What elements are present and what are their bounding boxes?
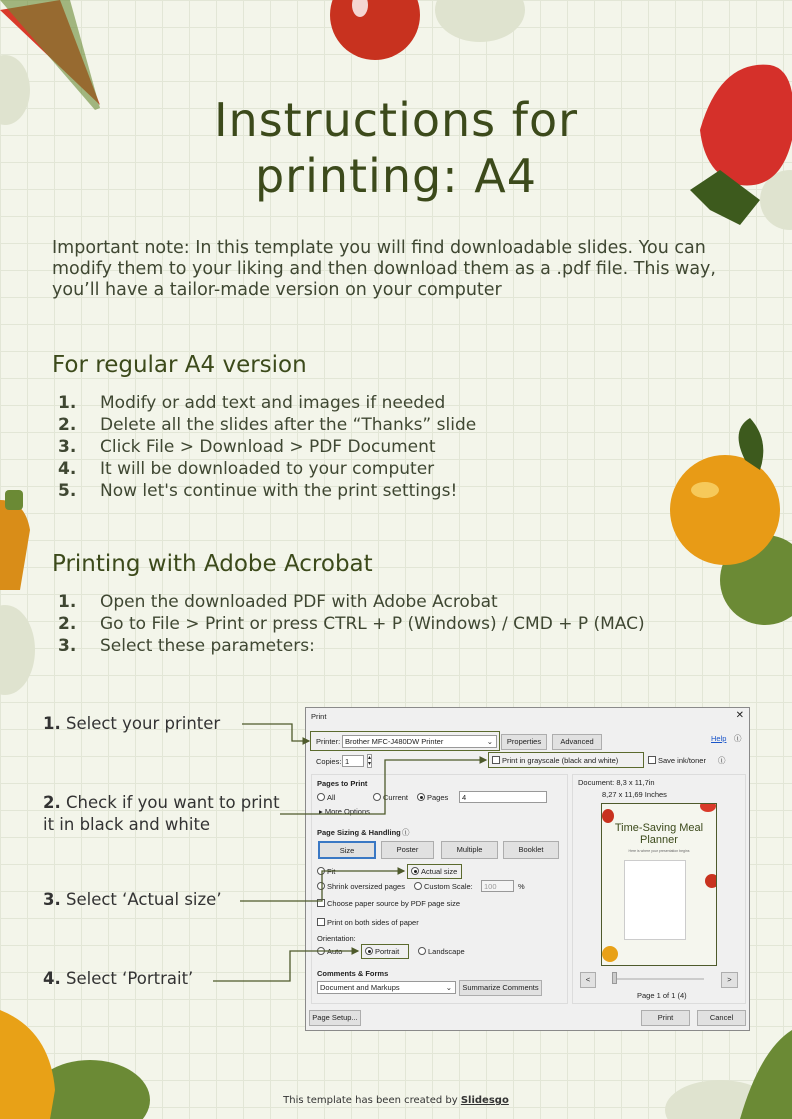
preview-subtitle: Here is where your presentation begins bbox=[628, 849, 690, 853]
scale-input[interactable]: 100 bbox=[481, 880, 514, 892]
callout-select-printer bbox=[43, 713, 220, 735]
both-sides-checkbox[interactable] bbox=[317, 918, 419, 927]
booklet-button[interactable]: Booklet bbox=[503, 841, 559, 859]
list-item bbox=[58, 392, 476, 414]
orientation-label: Orientation: bbox=[317, 934, 356, 943]
info-icon: ⓘ bbox=[718, 756, 726, 765]
radio-label: Pages bbox=[427, 793, 449, 802]
list-item bbox=[58, 458, 476, 480]
summarize-comments-button[interactable]: Summarize Comments bbox=[459, 980, 542, 996]
list-item bbox=[58, 480, 476, 502]
radio-label: All bbox=[327, 793, 336, 802]
close-icon[interactable]: ✕ bbox=[735, 710, 744, 721]
radio-label: Fit bbox=[327, 867, 336, 876]
page-setup-button[interactable]: Page Setup... bbox=[309, 1010, 361, 1026]
highlight-grayscale bbox=[488, 752, 644, 768]
cancel-button[interactable]: Cancel bbox=[697, 1010, 746, 1026]
chevron-down-icon: ⌄ bbox=[486, 737, 493, 746]
previous-page-button[interactable]: < bbox=[580, 972, 596, 988]
step-text: Select these parameters: bbox=[100, 636, 315, 656]
step-number: 4. bbox=[58, 459, 77, 479]
step-number: 3. bbox=[58, 437, 77, 457]
callout-portrait bbox=[43, 968, 193, 990]
help-icon: ⓘ bbox=[734, 734, 742, 743]
step-text: Open the downloaded PDF with Adobe Acrobat bbox=[100, 592, 498, 612]
list-item bbox=[58, 613, 645, 635]
more-options-toggle[interactable]: ▸ More Options bbox=[319, 807, 370, 816]
step-text: Go to File > Print or press CTRL + P (Windows) / CMD + P (MAC) bbox=[100, 614, 645, 634]
list-item bbox=[58, 635, 645, 657]
callout-grayscale bbox=[43, 792, 288, 836]
radio-auto[interactable] bbox=[317, 947, 342, 956]
step-number: 2. bbox=[58, 415, 77, 435]
callout-number: 1. bbox=[43, 714, 61, 733]
radio-label: Landscape bbox=[428, 947, 465, 956]
highlight-portrait bbox=[361, 944, 409, 959]
slidesgo-link[interactable]: Slidesgo bbox=[460, 1095, 509, 1106]
radio-label: Actual size bbox=[421, 867, 458, 876]
highlight-printer bbox=[310, 731, 500, 751]
step-number: 1. bbox=[58, 592, 77, 612]
radio-pages[interactable] bbox=[417, 793, 448, 802]
slider-handle[interactable] bbox=[612, 972, 617, 984]
copies-stepper[interactable]: ▴ ▾ bbox=[368, 755, 372, 767]
next-page-button[interactable]: > bbox=[721, 972, 738, 988]
footer-text: This template has been created by bbox=[283, 1095, 461, 1106]
size-button[interactable]: Size bbox=[318, 841, 376, 859]
preview-planner bbox=[624, 860, 686, 940]
advanced-button[interactable]: Advanced bbox=[552, 734, 602, 750]
checkbox-label: Print on both sides of paper bbox=[327, 918, 419, 927]
dialog-title: Print bbox=[311, 712, 327, 721]
grayscale-label: Print in grayscale (black and white) bbox=[502, 756, 619, 765]
preview-title: Time-Saving Meal Planner bbox=[614, 822, 704, 846]
radio-label: Current bbox=[383, 793, 409, 802]
step-number: 2. bbox=[58, 614, 77, 634]
callout-text: Select ‘Actual size’ bbox=[60, 890, 222, 909]
section-heading-regular: For regular A4 version bbox=[52, 352, 307, 378]
page-info: Page 1 of 1 (4) bbox=[637, 991, 687, 1000]
footer bbox=[0, 1095, 792, 1106]
callout-number: 2. bbox=[43, 793, 61, 812]
callout-text: Select your printer bbox=[60, 714, 221, 733]
radio-label: Auto bbox=[327, 947, 343, 956]
radio-fit[interactable] bbox=[317, 867, 335, 876]
print-dialog bbox=[305, 707, 750, 1031]
highlight-actual-size bbox=[407, 864, 462, 879]
poster-button[interactable]: Poster bbox=[381, 841, 434, 859]
paper-source-checkbox[interactable] bbox=[317, 899, 460, 908]
page-preview bbox=[601, 803, 717, 966]
printer-label: Printer: bbox=[316, 737, 341, 746]
page-title: Instructions for printing: A4 bbox=[213, 93, 579, 203]
checkbox-label: Choose paper source by PDF page size bbox=[327, 899, 460, 908]
callout-text: Select ‘Portrait’ bbox=[60, 969, 194, 988]
pepper-icon bbox=[0, 500, 30, 590]
chevron-down-icon: ⌄ bbox=[445, 983, 452, 992]
callout-number: 4. bbox=[43, 969, 61, 988]
step-number: 3. bbox=[58, 636, 77, 656]
save-ink-label: Save ink/toner bbox=[658, 756, 706, 765]
properties-button[interactable]: Properties bbox=[501, 734, 547, 750]
info-icon: ⓘ bbox=[402, 828, 410, 837]
comments-value: Document and Markups bbox=[320, 983, 400, 992]
step-number: 1. bbox=[58, 393, 77, 413]
strawberry-icon bbox=[700, 65, 792, 186]
radio-shrink[interactable] bbox=[317, 882, 405, 891]
step-text: Delete all the slides after the “Thanks” slide bbox=[100, 415, 477, 435]
comments-select[interactable] bbox=[317, 981, 456, 994]
radio-label: Shrink oversized pages bbox=[327, 882, 405, 891]
step-text: Click File > Download > PDF Document bbox=[100, 437, 436, 457]
comments-heading: Comments & Forms bbox=[317, 969, 389, 978]
list-item bbox=[58, 591, 645, 613]
print-button[interactable]: Print bbox=[641, 1010, 690, 1026]
apple-icon bbox=[330, 0, 420, 60]
orange-icon bbox=[670, 455, 780, 565]
blob-shape bbox=[435, 0, 525, 42]
page-slider[interactable] bbox=[612, 978, 704, 980]
radio-landscape[interactable] bbox=[418, 947, 465, 956]
help-link[interactable]: Help bbox=[711, 734, 727, 743]
regular-steps-list bbox=[58, 392, 476, 502]
radio-label: Custom Scale: bbox=[424, 882, 473, 891]
paper-size: 8,27 x 11,69 Inches bbox=[602, 790, 667, 799]
step-text: It will be downloaded to your computer bbox=[100, 459, 435, 479]
important-note: Important note: In this template you will find downloadable slides. You can modify them to your liking and then download them as a .pdf file. This way, you’ll have a tailor-made version on your computer bbox=[52, 238, 716, 300]
percent-label: % bbox=[518, 882, 525, 891]
multiple-button[interactable]: Multiple bbox=[441, 841, 498, 859]
save-ink-checkbox[interactable] bbox=[648, 756, 706, 765]
callout-actual-size bbox=[43, 889, 222, 911]
radio-custom-scale[interactable] bbox=[414, 882, 473, 891]
section-heading-acrobat: Printing with Adobe Acrobat bbox=[52, 551, 373, 577]
callout-text: Check if you want to print it in black and white bbox=[43, 793, 280, 834]
sizing-heading: Page Sizing & Handling bbox=[317, 828, 401, 837]
radio-label: Portrait bbox=[375, 947, 400, 956]
step-number: 5. bbox=[58, 481, 77, 501]
radio-current[interactable] bbox=[373, 793, 408, 802]
copies-input[interactable]: 1 bbox=[342, 755, 364, 767]
pages-heading: Pages to Print bbox=[317, 779, 368, 788]
document-size: Document: 8,3 x 11,7in bbox=[578, 778, 655, 787]
list-item bbox=[58, 436, 476, 458]
copies-label: Copies: bbox=[316, 757, 342, 766]
acrobat-steps-list bbox=[58, 591, 645, 657]
list-item bbox=[58, 414, 476, 436]
printer-value: Brother MFC-J480DW Printer bbox=[345, 737, 444, 746]
pages-input[interactable]: 4 bbox=[459, 791, 547, 803]
radio-all[interactable] bbox=[317, 793, 335, 802]
step-text: Now let's continue with the print settings! bbox=[100, 481, 458, 501]
callout-number: 3. bbox=[43, 890, 61, 909]
step-text: Modify or add text and images if needed bbox=[100, 393, 446, 413]
